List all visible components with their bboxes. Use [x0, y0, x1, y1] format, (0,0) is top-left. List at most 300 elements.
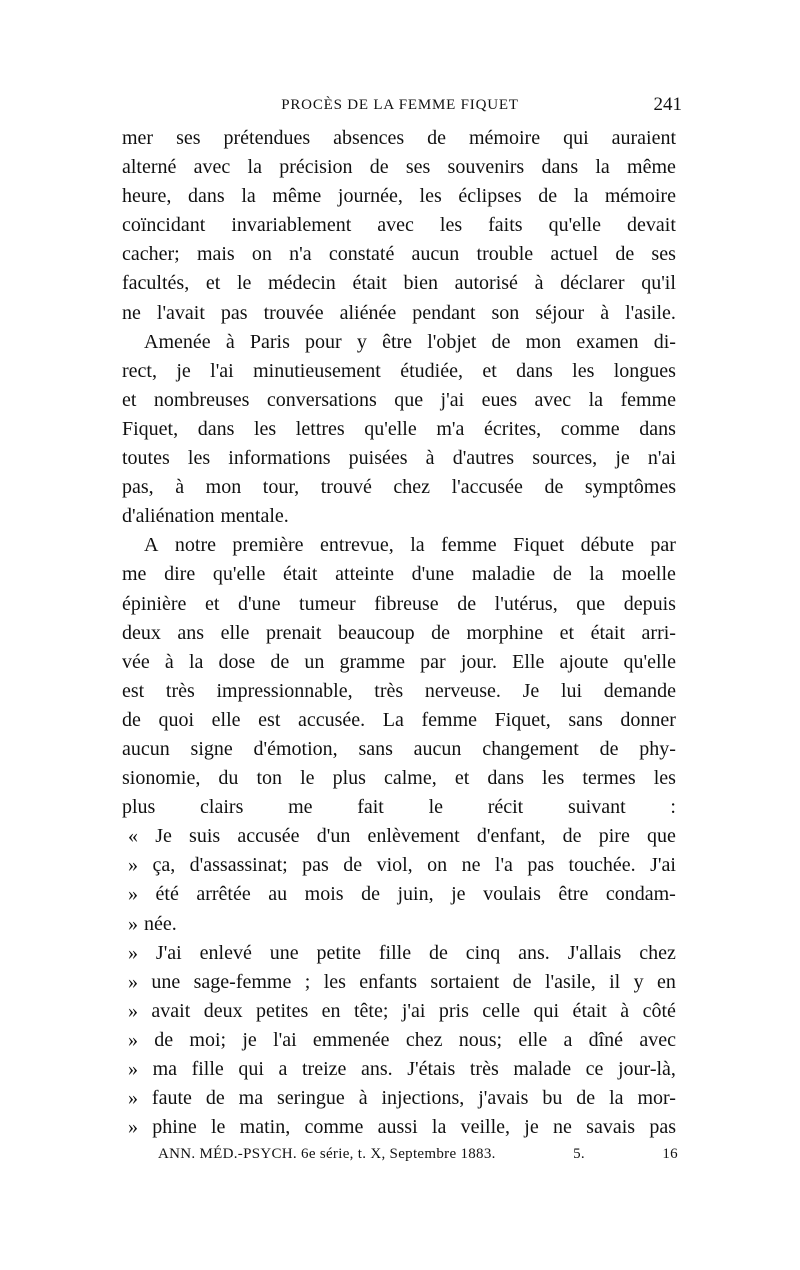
word: d'une	[411, 563, 455, 586]
word: l'ai	[210, 359, 234, 382]
word: pas	[302, 854, 329, 877]
word: une	[269, 941, 299, 964]
word: trouvé	[320, 476, 372, 499]
word: deux	[122, 621, 161, 644]
word: celle	[482, 999, 521, 1022]
word: est	[258, 708, 281, 731]
word: était	[572, 999, 607, 1022]
word: médecin	[268, 272, 336, 295]
word: les	[439, 214, 463, 237]
word: »	[128, 912, 138, 935]
word: fille	[378, 941, 412, 964]
word: mémoire	[604, 185, 676, 208]
word: elle	[518, 1028, 548, 1051]
word: de	[562, 825, 582, 848]
word: minutieusement	[253, 359, 381, 382]
word: à	[164, 650, 174, 673]
word: dire	[164, 563, 196, 586]
word: ma	[238, 1087, 264, 1110]
word: injections,	[381, 1087, 465, 1110]
word: d'autres	[452, 447, 515, 470]
word: éclipses	[458, 185, 522, 208]
word: aliénée	[339, 301, 397, 324]
word: «	[128, 825, 138, 848]
word: dans	[487, 767, 524, 790]
word: ans.	[360, 1058, 393, 1080]
word: calme,	[384, 767, 437, 790]
word: je	[451, 883, 466, 906]
word: dans	[541, 156, 579, 179]
word: avec	[193, 156, 231, 179]
word: Elle	[512, 650, 545, 673]
word: absences	[333, 127, 405, 149]
page-footer	[158, 1143, 678, 1165]
word: à	[225, 330, 235, 353]
word: je	[242, 1028, 257, 1051]
word: j'avais	[478, 1087, 529, 1110]
word: mois	[304, 883, 344, 906]
word: alterné	[122, 156, 177, 179]
word: maladie	[471, 563, 536, 586]
word: qui	[533, 999, 560, 1022]
word: lettres	[295, 417, 345, 440]
word: dîné	[588, 1028, 624, 1051]
word: La	[382, 708, 404, 731]
word: qu'elle	[623, 650, 676, 673]
word: de	[427, 127, 447, 149]
word: Paris	[249, 330, 290, 353]
word: les	[419, 185, 442, 208]
text-line	[122, 211, 676, 240]
word: était	[352, 272, 387, 295]
word: que	[647, 825, 676, 848]
word: les	[542, 767, 565, 790]
word: y	[356, 330, 367, 353]
word: vée	[122, 650, 150, 673]
word: l'accusée	[451, 476, 523, 499]
word: et	[454, 767, 470, 790]
word: ne	[122, 301, 141, 324]
word: mémoire	[469, 127, 541, 149]
word: enfants	[359, 970, 418, 993]
word: clairs	[200, 796, 244, 819]
word: pour	[305, 330, 342, 353]
word: pas	[220, 301, 248, 324]
word: touchée.	[568, 854, 636, 877]
word: moelle	[621, 563, 676, 586]
word: qu'elle	[212, 563, 266, 586]
word: d'aliénation	[122, 505, 215, 528]
word: a	[563, 1028, 573, 1051]
word: treize	[302, 1058, 347, 1080]
word: ne	[553, 1116, 572, 1139]
word: par	[650, 534, 676, 557]
page-header	[118, 92, 682, 118]
word: côté	[642, 999, 676, 1022]
word: et	[204, 592, 220, 615]
word: termes	[582, 767, 636, 790]
word: trouvée	[263, 301, 324, 324]
text-line	[122, 590, 676, 619]
word: à	[534, 272, 544, 295]
word: conversations	[266, 388, 377, 411]
word: de	[270, 650, 290, 673]
word: de	[431, 621, 450, 644]
text-line	[122, 473, 676, 502]
text-line	[122, 531, 676, 560]
word: plus	[332, 767, 366, 790]
word: le	[210, 1116, 226, 1139]
word: m'a	[436, 417, 465, 440]
word: de	[615, 243, 635, 266]
word: voulais	[483, 883, 541, 906]
word: la	[247, 156, 262, 179]
running-head: PROCÈS DE LA FEMME FIQUET	[281, 97, 519, 113]
word: changement	[482, 737, 579, 760]
word: de	[576, 1087, 596, 1110]
text-line	[122, 1026, 676, 1055]
word: ;	[304, 970, 311, 993]
word: dose	[218, 650, 256, 673]
word: et	[482, 359, 497, 382]
word: seringue	[277, 1087, 345, 1110]
word: auraient	[611, 127, 676, 149]
word: veille,	[460, 1116, 511, 1139]
word: ajoute	[559, 650, 609, 673]
word: n'ai	[647, 447, 676, 470]
word: la	[431, 1116, 447, 1139]
word: fait	[357, 796, 384, 819]
word: nerveuse.	[424, 679, 501, 702]
word: de	[538, 185, 558, 208]
word: phine	[152, 1116, 197, 1139]
word: que	[576, 592, 606, 615]
word: Fiquet,	[122, 417, 179, 440]
word: d'une	[237, 592, 281, 615]
word: la	[188, 650, 204, 673]
word: tumeur	[299, 592, 356, 615]
text-line	[122, 444, 676, 473]
word: arri-	[641, 621, 676, 644]
word: le	[300, 767, 315, 790]
text-line	[122, 415, 676, 444]
word: sage-femme	[193, 970, 292, 993]
word: tête;	[353, 999, 389, 1022]
word: dans	[516, 359, 553, 382]
word: pas	[649, 1116, 676, 1139]
text-line	[122, 764, 676, 793]
word: eues	[481, 388, 518, 411]
word: dans	[197, 417, 235, 440]
word: sources,	[532, 447, 598, 470]
word: nous;	[458, 1028, 503, 1051]
text-line	[122, 240, 676, 269]
word: de	[369, 156, 389, 179]
word: je	[615, 447, 630, 470]
word: signe	[190, 737, 233, 760]
word: ça,	[152, 854, 176, 877]
word: pas	[527, 854, 555, 877]
word: notre	[174, 534, 216, 557]
word: mais	[196, 243, 235, 266]
text-line	[122, 1055, 676, 1084]
word: la	[589, 563, 604, 586]
word: phy-	[639, 737, 676, 760]
word: les	[653, 767, 676, 790]
word: ma	[152, 1058, 178, 1080]
text-line	[122, 851, 676, 880]
word: de	[457, 592, 477, 615]
word: le	[428, 796, 443, 819]
word: petites	[256, 999, 309, 1022]
word: qu'il	[641, 272, 676, 295]
word: a	[278, 1058, 288, 1080]
text-line	[122, 997, 676, 1026]
body-text	[122, 124, 676, 1142]
word: demande	[603, 679, 676, 702]
word: condam-	[605, 883, 676, 906]
word: impressionnable,	[216, 679, 353, 702]
word: longues	[613, 359, 676, 382]
word: mentale.	[220, 505, 289, 528]
word: pas,	[122, 476, 154, 499]
word: toutes	[122, 447, 170, 470]
word: examen	[576, 330, 639, 353]
word: prenait	[265, 621, 322, 644]
word: me	[288, 796, 313, 819]
word: gramme	[339, 650, 406, 673]
word: l'a	[494, 854, 513, 877]
word: de	[512, 970, 532, 993]
word: je	[524, 1116, 539, 1139]
word: chez	[405, 1028, 443, 1051]
text-line	[122, 910, 676, 939]
word: à	[600, 301, 610, 324]
word: de	[361, 883, 380, 906]
word: arrêtée	[196, 883, 251, 906]
word: de	[154, 1028, 174, 1051]
word: faute	[151, 1087, 192, 1110]
word: moi;	[189, 1028, 227, 1051]
word: cacher;	[122, 243, 180, 266]
word: déclarer	[560, 272, 625, 295]
word: une	[151, 970, 181, 993]
word: les	[572, 359, 595, 382]
word: très	[469, 1058, 499, 1080]
word: la	[588, 388, 604, 411]
sheet-number: 16	[662, 1146, 678, 1162]
word: les	[187, 447, 211, 470]
word: la	[609, 1087, 624, 1110]
text-line	[122, 1084, 676, 1113]
word: enlèvement	[367, 825, 460, 848]
word: à	[620, 999, 630, 1022]
text-line	[122, 648, 676, 677]
word: y	[633, 970, 644, 993]
word: autorisé	[454, 272, 518, 295]
word: jour.	[460, 650, 497, 673]
text-line	[122, 153, 676, 182]
word: je	[176, 359, 191, 382]
word: avec	[534, 388, 572, 411]
word: récit	[487, 796, 524, 819]
word: »	[128, 941, 138, 964]
word: J'étais	[407, 1058, 456, 1080]
text-line	[122, 939, 676, 968]
word: juin,	[397, 883, 434, 906]
word: même	[627, 156, 676, 179]
word: d'un	[316, 825, 351, 848]
word: par	[420, 650, 446, 673]
word: ses	[176, 127, 201, 149]
word: souvenirs	[447, 156, 525, 179]
word: l'ai	[273, 1028, 297, 1051]
word: de	[544, 476, 564, 499]
word: qu'elle	[548, 214, 602, 237]
word: pendant	[412, 301, 476, 324]
text-line	[122, 357, 676, 386]
word: entrevue,	[319, 534, 394, 557]
word: j'ai	[401, 999, 426, 1022]
word: de	[343, 854, 363, 877]
word: avait	[151, 999, 191, 1022]
text-line	[122, 706, 676, 735]
word: ans	[177, 621, 205, 644]
word: ton	[256, 767, 283, 790]
text-line	[122, 1113, 676, 1142]
word: le	[236, 272, 252, 295]
word: même	[272, 185, 322, 208]
word: informations	[228, 447, 331, 470]
word: d'assassinat;	[189, 854, 288, 877]
word: Fiquet,	[494, 708, 551, 731]
word: aucun	[411, 243, 460, 266]
word: on	[427, 854, 448, 877]
word: matin,	[239, 1116, 291, 1139]
word: coïncidant	[122, 214, 206, 237]
word: de	[429, 941, 448, 964]
word: :	[670, 796, 676, 819]
word: sans	[568, 708, 603, 731]
word: de	[205, 1087, 225, 1110]
word: ce	[585, 1058, 604, 1080]
word: à	[358, 1087, 368, 1110]
word: être	[558, 883, 589, 906]
word: bien	[403, 272, 438, 295]
word: en	[657, 970, 676, 993]
text-line	[122, 968, 676, 997]
word: Je	[522, 679, 540, 702]
word: et	[205, 272, 221, 295]
word: l'utérus,	[494, 592, 558, 615]
word: très	[374, 679, 404, 702]
word: jour-là,	[618, 1058, 676, 1080]
word: Fiquet	[513, 534, 565, 557]
word: elle	[220, 621, 250, 644]
word: »	[128, 883, 138, 906]
word: enlevé	[199, 941, 252, 964]
page-number: 241	[653, 94, 682, 115]
word: mer	[122, 127, 154, 149]
text-line	[122, 677, 676, 706]
word: suis	[189, 825, 221, 848]
text-line	[122, 328, 676, 357]
word: deux	[203, 999, 243, 1022]
word: la	[410, 534, 425, 557]
word: j'ai	[440, 388, 465, 411]
word: devait	[627, 214, 676, 237]
word: de	[491, 330, 511, 353]
text-line	[122, 880, 676, 909]
word: J'ai	[650, 854, 676, 877]
signature-number: 5.	[573, 1146, 585, 1162]
word: qui	[563, 127, 589, 149]
word: emmenée	[312, 1028, 390, 1051]
word: la	[241, 185, 256, 208]
word: savais	[586, 1116, 636, 1139]
word: dans	[188, 185, 225, 208]
word: à	[425, 447, 435, 470]
word: prétendues	[223, 127, 311, 149]
word: malade	[513, 1058, 572, 1080]
word: séjour	[535, 301, 585, 324]
word: aucun	[122, 737, 170, 760]
word: lui	[560, 679, 583, 702]
word: été	[155, 883, 179, 906]
word: n'a	[289, 243, 312, 266]
word: de	[552, 563, 572, 586]
word: heure,	[122, 185, 172, 208]
text-line	[122, 560, 676, 589]
word: rect,	[122, 359, 157, 382]
word: ne	[461, 854, 481, 877]
word: l'asile.	[625, 301, 676, 324]
word: »	[128, 1116, 138, 1139]
word: écrites,	[483, 417, 542, 440]
word: mon	[205, 476, 242, 499]
word: était	[590, 621, 626, 644]
text-line	[122, 124, 676, 153]
text-line	[122, 793, 676, 822]
word: était	[283, 563, 318, 586]
word: Amenée	[144, 330, 211, 353]
word: on	[251, 243, 272, 266]
word: les	[253, 417, 277, 440]
word: suivant	[567, 796, 626, 819]
word: »	[128, 854, 138, 877]
word: symptômes	[584, 476, 676, 499]
word: aucun	[413, 737, 462, 760]
word: que	[394, 388, 424, 411]
word: ses	[651, 243, 676, 266]
word: un	[304, 650, 325, 673]
word: est	[122, 679, 145, 702]
word: première	[232, 534, 304, 557]
word: du	[218, 767, 239, 790]
text-line	[122, 735, 676, 764]
word: l'objet	[427, 330, 477, 353]
word: depuis	[623, 592, 676, 615]
word: journée,	[337, 185, 403, 208]
word: comme	[304, 1116, 364, 1139]
word: J'ai	[155, 941, 182, 964]
word: femme	[421, 708, 477, 731]
word: mon	[525, 330, 562, 353]
word: accusée.	[297, 708, 366, 731]
word: la	[595, 156, 610, 179]
word: nombreuses	[153, 388, 250, 411]
word: »	[128, 970, 138, 993]
